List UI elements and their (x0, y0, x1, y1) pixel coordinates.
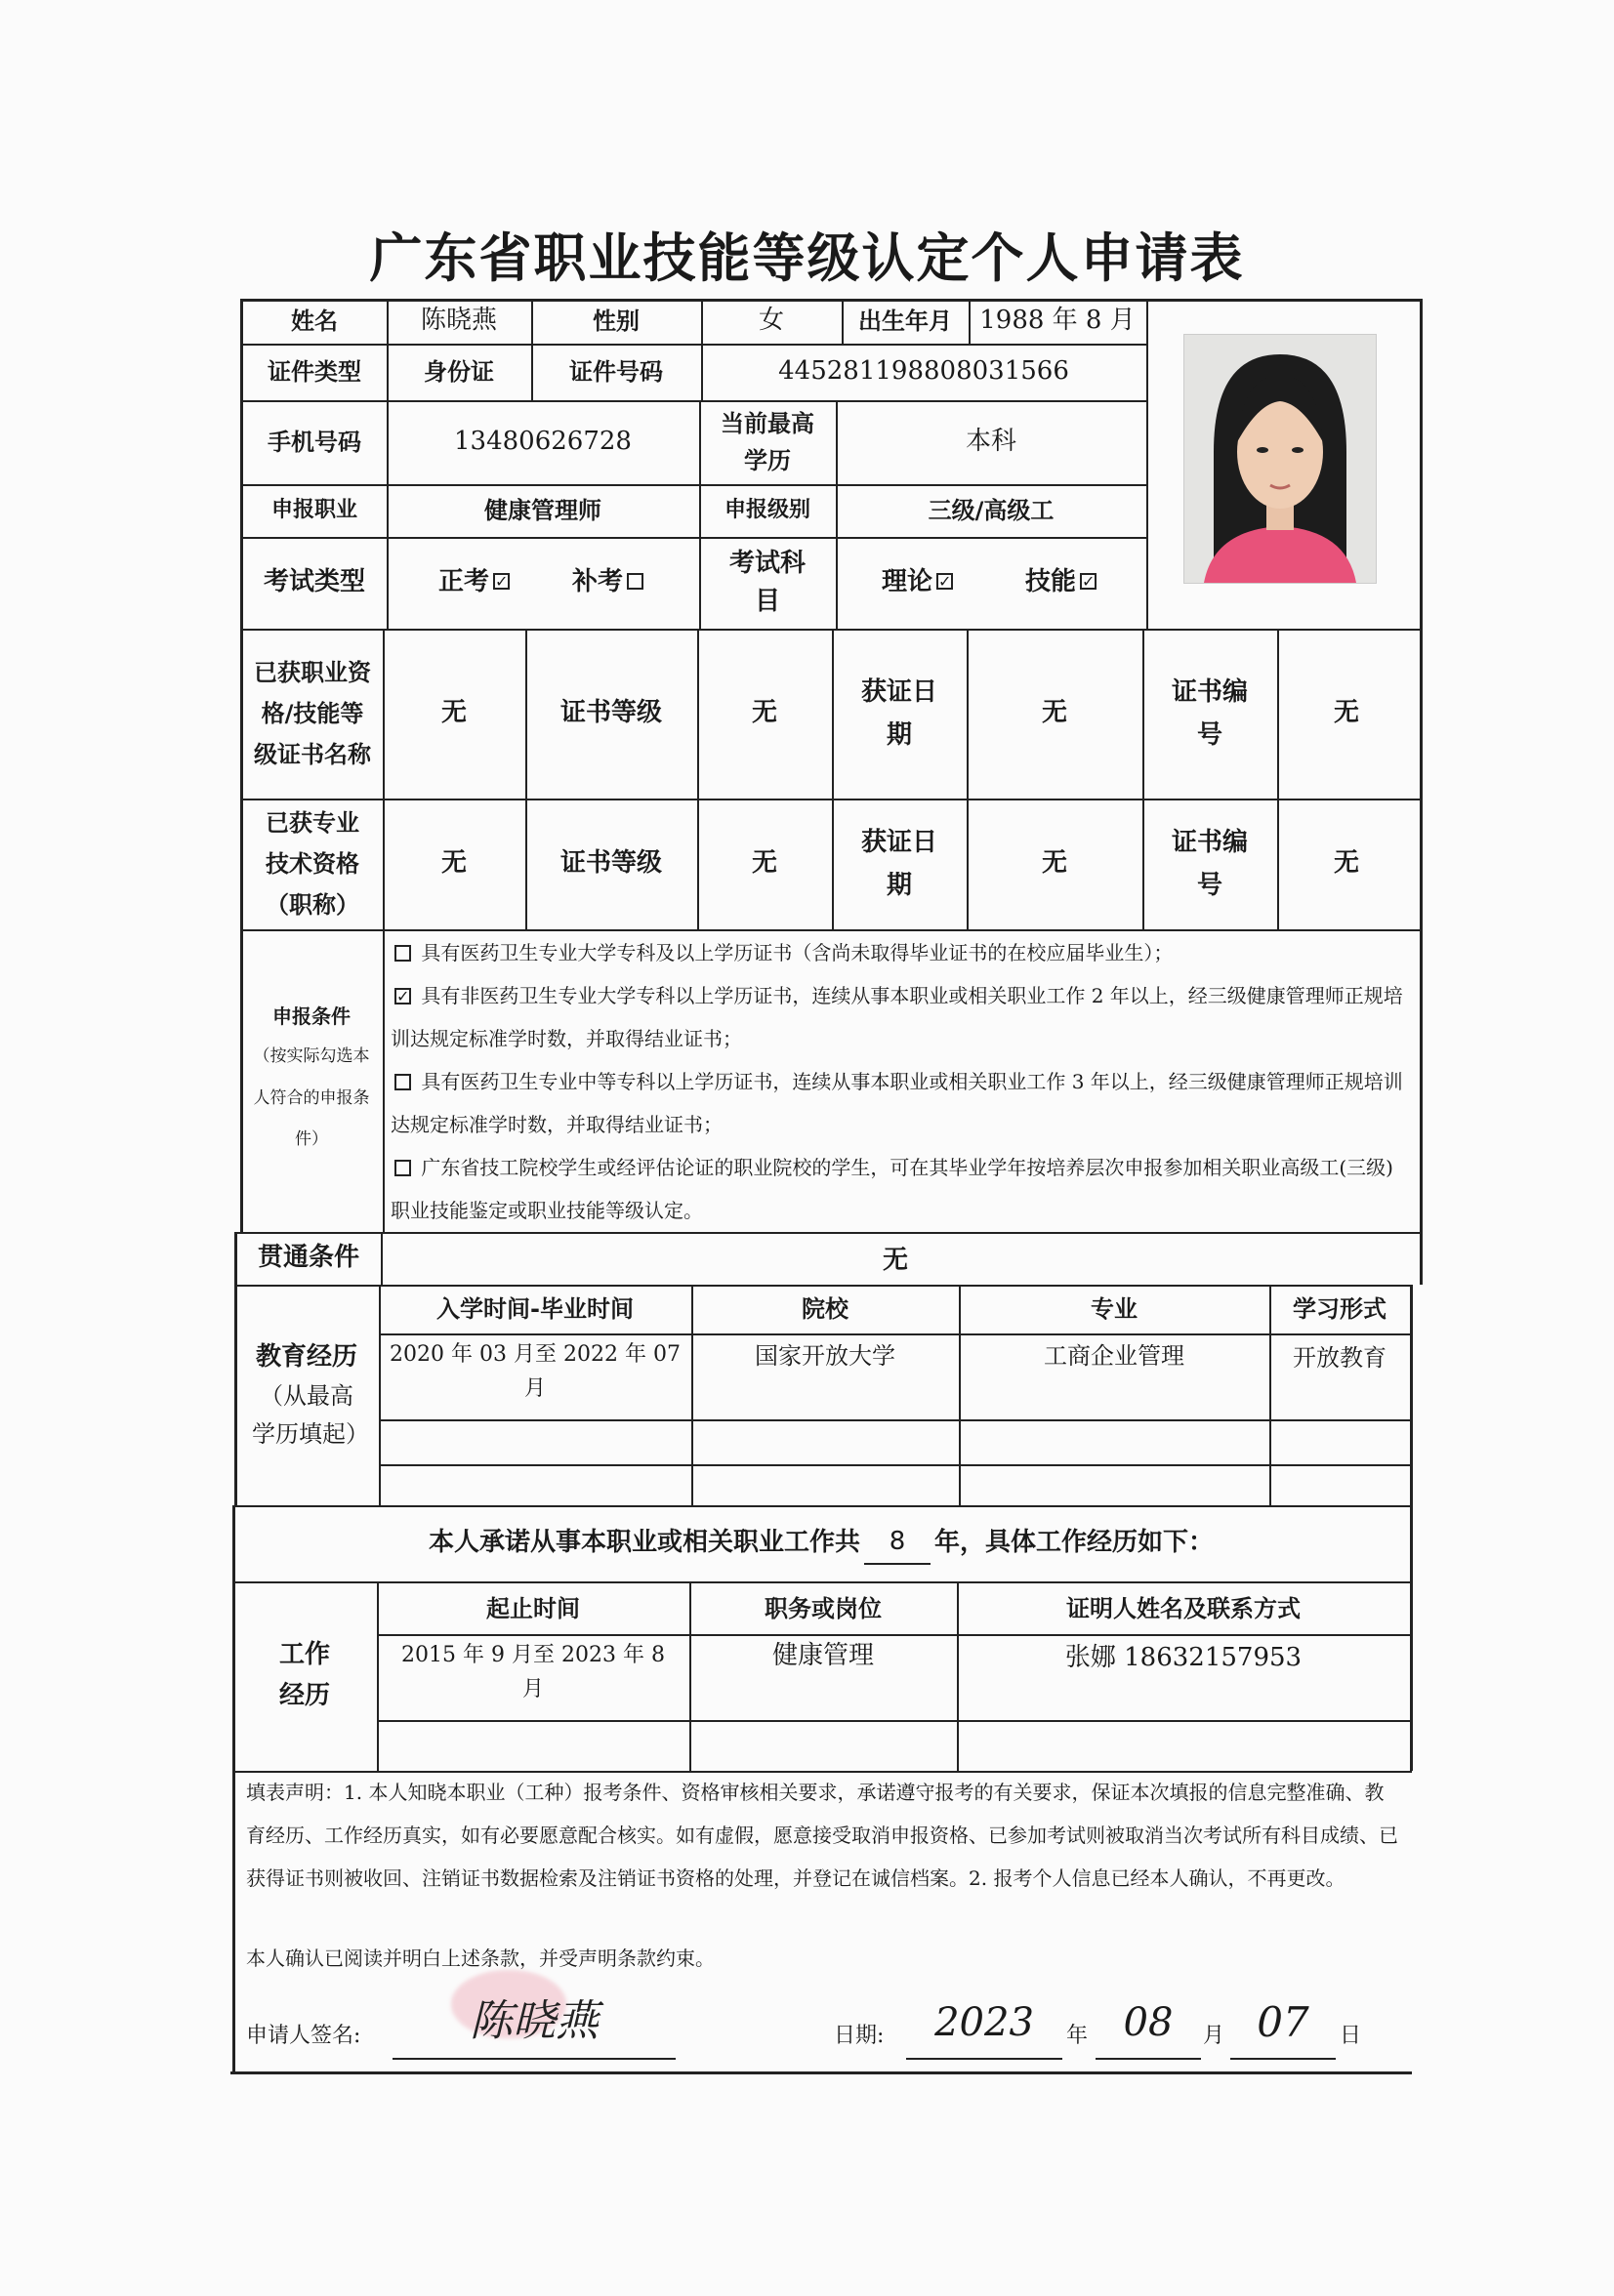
cert2-level: 无 (751, 848, 777, 879)
cert2-date: 无 (1041, 848, 1067, 879)
date-month-field[interactable]: 08 (1096, 1991, 1201, 2060)
jineng-checkbox[interactable]: ✓ (1082, 571, 1096, 591)
work-col-period: 起止时间 (486, 1594, 580, 1622)
name-label: 姓名 (291, 307, 338, 335)
education-hint: （从最高学历填起） (252, 1382, 369, 1448)
education-label-cell (234, 1285, 379, 1505)
date-day-unit: 日 (1340, 2024, 1362, 2048)
date-day-field[interactable]: 07 (1230, 1991, 1336, 2060)
zhengkao-option[interactable]: 正考 ✓ (437, 567, 509, 597)
exam-type-options (387, 537, 699, 629)
phone-value: 13480626728 (454, 427, 632, 457)
exam-type-label: 考试类型 (263, 567, 365, 597)
id-no-label: 证件号码 (569, 357, 663, 386)
work-label: 工作经历 (278, 1640, 330, 1710)
edu-col-mode: 学习形式 (1293, 1294, 1386, 1323)
cert2-label: 已获专业技术资格（职称） (266, 809, 359, 919)
lilun-option[interactable]: 理论 ✓ (881, 567, 952, 597)
id-type-value: 身份证 (424, 357, 494, 386)
grid-line (379, 1464, 1412, 1466)
gender-label: 性别 (593, 307, 640, 335)
signature-field[interactable]: 陈晓燕 (393, 1991, 676, 2060)
cert1-no-label: 证书编号 (1171, 676, 1248, 750)
name-value: 陈晓燕 (420, 306, 497, 336)
cert2-date-label: 获证日期 (860, 827, 937, 900)
declaration-text: 填表声明：1. 本人知晓本职业（工种）报考条件、资格审核相关要求，承诺遵守报考的有关要求，保证本次填报的信息完整准确、教育经历、工作经历真实，如有必要愿意配合核实。如有虚假，愿意接受取消申报资格、已参加考试则被取消当次考试所有科目成绩、已获得证书则被收回、注销证书数据检索及注销证书资格的处理，并登记在诚信档案。2. 报考个人信息已经本人确认，不再更改。 (246, 1781, 1398, 1890)
condition-item[interactable]: ✓ 具有非医药卫生专业大学专科以上学历证书，连续从事本职业或相关职业工作 2 年以上，经三级健康管理师正规培训达规定标准学时数，并取得结业证书； (391, 984, 1403, 1050)
edu-row-major: 工商企业管理 (1044, 1342, 1184, 1370)
edu-row-period: 2020 年 03 月至 2022 年 07 月 (390, 1342, 681, 1402)
job-label: 申报职业 (270, 498, 357, 523)
lilun-checkbox[interactable]: ✓ (938, 571, 952, 591)
condition-item[interactable]: 具有医药卫生专业大学专科及以上学历证书（含尚未取得毕业证书的在校应届毕业生）； (391, 931, 1406, 974)
condition-item[interactable]: 具有医药卫生专业中等专科以上学历证书，连续从事本职业或相关职业工作 3 年以上，经三级健康管理师正规培训达规定标准学时数，并取得结业证书； (391, 1070, 1403, 1136)
edu-col-period: 入学时间-毕业时间 (436, 1294, 634, 1323)
condition-item[interactable]: 广东省技工院校学生或经评估论证的职业院校的学生，可在其毕业学年按培养层次申报参加相关职业高级工(三级)职业技能鉴定或职业技能等级认定。 (391, 1156, 1393, 1222)
grid-line (383, 929, 385, 1232)
cert2-no-label: 证书编号 (1171, 827, 1248, 900)
cert1-name: 无 (440, 698, 467, 728)
gender-value: 女 (758, 306, 784, 336)
through-label: 贯通条件 (257, 1243, 359, 1273)
work-row-period: 2015 年 9 月至 2023 年 8 月 (401, 1643, 665, 1702)
cert1-date-label: 获证日期 (860, 676, 937, 750)
cert1-label: 已获职业资格/技能等级证书名称 (254, 659, 371, 768)
grid-line (377, 1720, 1412, 1722)
date-year-field[interactable]: 2023 (906, 1991, 1062, 2060)
signature-label: 申请人签名: (246, 2024, 361, 2048)
edu-col-major: 专业 (1091, 1294, 1138, 1323)
promise-pre: 本人承诺从事本职业或相关职业工作共 (428, 1528, 860, 1558)
work-col-witness: 证明人姓名及联系方式 (1066, 1594, 1301, 1622)
condition-checkbox-1[interactable] (394, 945, 411, 962)
edu-label: 当前最高学历 (721, 409, 814, 474)
exam-subject-label: 考试科目 (728, 549, 806, 616)
cert1-level-label: 证书等级 (559, 698, 662, 728)
jineng-option[interactable]: 技能 ✓ (1025, 567, 1096, 597)
cert1-level: 无 (751, 698, 777, 728)
birth-label: 出生年月 (858, 307, 952, 335)
bukao-option[interactable]: 补考 (572, 562, 647, 603)
work-row-witness: 张娜 18632157953 (1064, 1643, 1303, 1672)
date-year-unit: 年 (1066, 2024, 1089, 2048)
birth-value: 1988 年 8 月 (979, 306, 1136, 336)
work-promise (232, 1505, 1410, 1581)
edu-col-school: 院校 (802, 1294, 848, 1323)
conditions-label-cell (240, 929, 383, 1232)
grid-line (379, 1419, 1412, 1421)
cert2-name: 无 (440, 848, 467, 879)
grid-line (1410, 1285, 1413, 1771)
cert1-no: 无 (1333, 698, 1359, 728)
work-col-post: 职务或岗位 (765, 1594, 882, 1622)
work-row-post: 健康管理 (771, 1641, 874, 1670)
promise-years: 8 (864, 1522, 931, 1565)
cert1-date: 无 (1041, 698, 1067, 728)
condition-checkbox-3[interactable] (394, 1074, 411, 1090)
conditions-hint: （按实际勾选本人符合的申报条件） (253, 1046, 370, 1150)
id-no-value: 445281198808031566 (778, 356, 1069, 387)
education-label: 教育经历 (255, 1341, 357, 1372)
declaration-confirm: 本人确认已阅读并明白上述条款，并受声明条款约束。 (246, 1947, 715, 1970)
through-value: 无 (882, 1246, 908, 1276)
cert2-no: 无 (1333, 848, 1359, 879)
job-value: 健康管理师 (484, 496, 601, 524)
zhengkao-checkbox[interactable]: ✓ (495, 571, 509, 591)
edu-row-school: 国家开放大学 (755, 1342, 895, 1370)
grid-line (1420, 299, 1423, 1285)
id-type-label: 证件类型 (268, 357, 361, 386)
exam-subject-options (836, 537, 1146, 629)
edu-value: 本科 (965, 427, 1016, 457)
level-value: 三级/高级工 (928, 496, 1055, 524)
phone-label: 手机号码 (268, 428, 361, 456)
conditions-label: 申报条件 (272, 1004, 351, 1029)
level-label: 申报级别 (724, 498, 810, 523)
bukao-checkbox[interactable] (627, 573, 643, 590)
portrait-image (1184, 335, 1376, 583)
grid-line (1146, 299, 1148, 629)
page-title: 广东省职业技能等级认定个人申请表 (369, 227, 1245, 289)
applicant-photo (1183, 334, 1377, 584)
edu-row-mode: 开放教育 (1293, 1344, 1386, 1372)
condition-checkbox-4[interactable] (394, 1160, 411, 1176)
condition-checkbox-2[interactable]: ✓ (396, 986, 410, 1005)
cert2-level-label: 证书等级 (559, 848, 662, 879)
grid-line (230, 2071, 1412, 2074)
date-label: 日期: (834, 2024, 885, 2048)
date-month-unit: 月 (1203, 2024, 1225, 2048)
promise-post: 年，具体工作经历如下： (934, 1528, 1215, 1558)
